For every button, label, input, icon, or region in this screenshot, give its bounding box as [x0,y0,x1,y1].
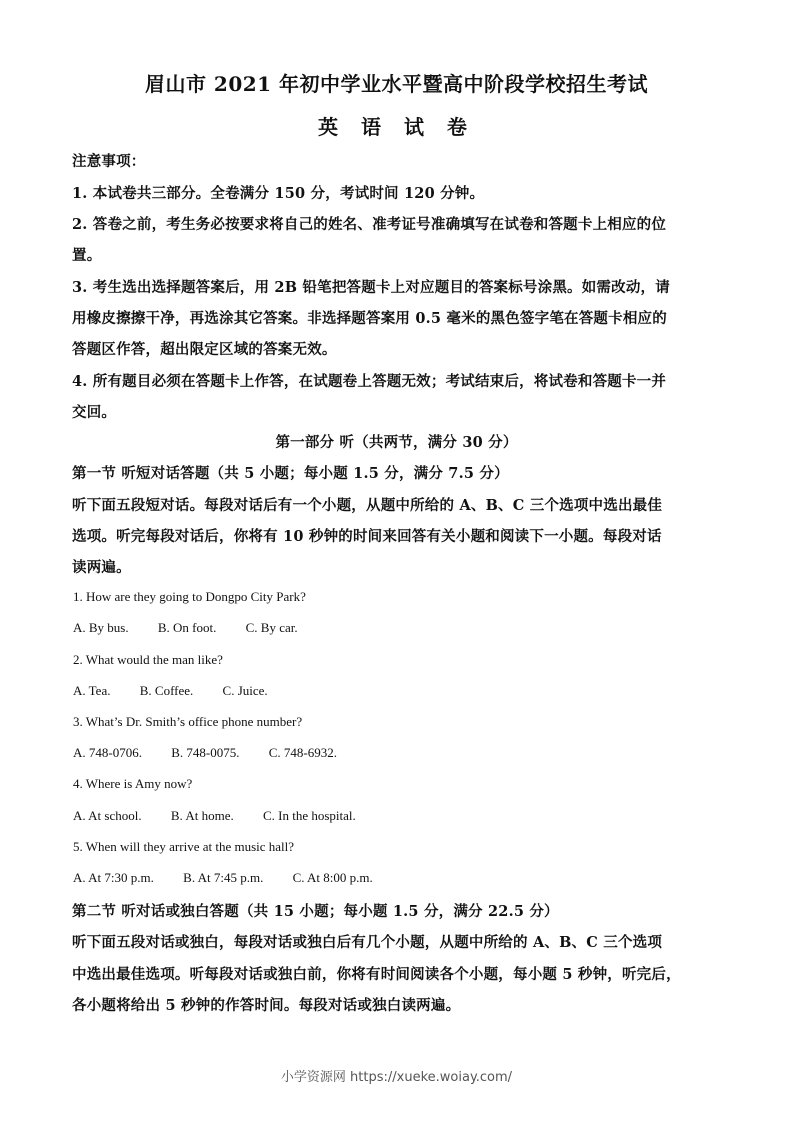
notice-line: 4. 所有题目必须在答题卡上作答，在试题卷上答题无效；考试结束后，将试卷和答题卡一并 [72,373,667,390]
watermark-footer: 小学资源网 https://xueke.woiay.com/ [280,1070,513,1085]
option-a: A. 748-0706. [73,745,142,760]
option-b: B. At home. [170,808,234,823]
option-c: C. 748-6932. [268,745,337,760]
question-1: 1. How are they going to Dongpo City Park? [73,589,306,604]
question-5: 5. When will they arrive at the music hall? [73,839,295,854]
question-4-options [73,808,382,824]
notice-line: 1. 本试卷共三部分。全卷满分 150 分，考试时间 120 分钟。 [72,185,485,202]
section1-heading: 第一节 听短对话答题（共 5 小题；每小题 1.5 分，满分 7.5 分） [72,465,509,482]
notice-line: 答题区作答，超出限定区域的答案无效。 [72,341,337,358]
part1-heading: 第一部分 听（共两节，满分 30 分） [275,434,518,451]
question-2-options [73,683,294,699]
question-2: 2. What would the man like? [73,652,223,667]
notice-line: 3. 考生选出选择题答案后，用 2B 铅笔把答题卡上对应题目的答案标号涂黑。如需改动，请 [72,279,670,296]
option-c: C. Juice. [222,683,268,698]
section2-instruction: 中选出最佳选项。听每段对话或独白前，你将有时间阅读各个小题，每小题 5 秒钟，听完后， [72,966,681,983]
option-a: A. At 7:30 p.m. [73,870,154,885]
section2-instruction: 听下面五段对话或独白，每段对话或独白后有几个小题，从题中所给的 A、B、C 三个选项 [72,934,663,951]
section1-instruction: 选项。听完每段对话后，你将有 10 秒钟的时间来回答有关小题和阅读下一小题。每段对话 [72,528,662,545]
section2-instruction: 各小题将给出 5 秒钟的作答时间。每段对话或独白读两遍。 [72,997,461,1014]
notice-line: 交回。 [72,404,117,421]
question-3: 3. What’s Dr. Smith’s office phone number? [73,714,303,729]
notice-line: 2. 答卷之前，考生务必按要求将自己的姓名、准考证号准确填写在试卷和答题卡上相应的位 [72,216,667,233]
notice-line: 用橡皮擦擦干净，再选涂其它答案。非选择题答案用 0.5 毫米的黑色签字笔在答题卡相应的 [72,310,667,327]
option-a: A. Tea. [73,683,111,698]
notice-heading: 注意事项： [72,153,146,170]
option-c: C. By car. [245,620,298,635]
option-c: C. At 8:00 p.m. [292,870,373,885]
section2-heading: 第二节 听对话或独白答题（共 15 小题；每小题 1.5 分，满分 22.5 分） [72,903,559,920]
section1-instruction: 读两遍。 [72,559,131,576]
option-b: B. At 7:45 p.m. [183,870,264,885]
question-4: 4. Where is Amy now? [73,776,193,791]
option-a: A. At school. [73,808,142,823]
option-a: A. By bus. [73,620,129,635]
question-3-options [73,745,363,761]
option-c: C. In the hospital. [262,808,356,823]
option-b: B. On foot. [157,620,217,635]
exam-title: 眉山市 2021 年初中学业水平暨高中阶段学校招生考试 [144,72,649,96]
question-5-options [73,870,399,886]
exam-subtitle: 英 语 试 卷 [318,115,475,139]
question-1-options [73,620,324,636]
option-b: B. 748-0075. [171,745,240,760]
notice-line: 置。 [72,247,102,264]
option-b: B. Coffee. [139,683,194,698]
section1-instruction: 听下面五段短对话。每段对话后有一个小题，从题中所给的 A、B、C 三个选项中选出最佳 [72,497,663,514]
